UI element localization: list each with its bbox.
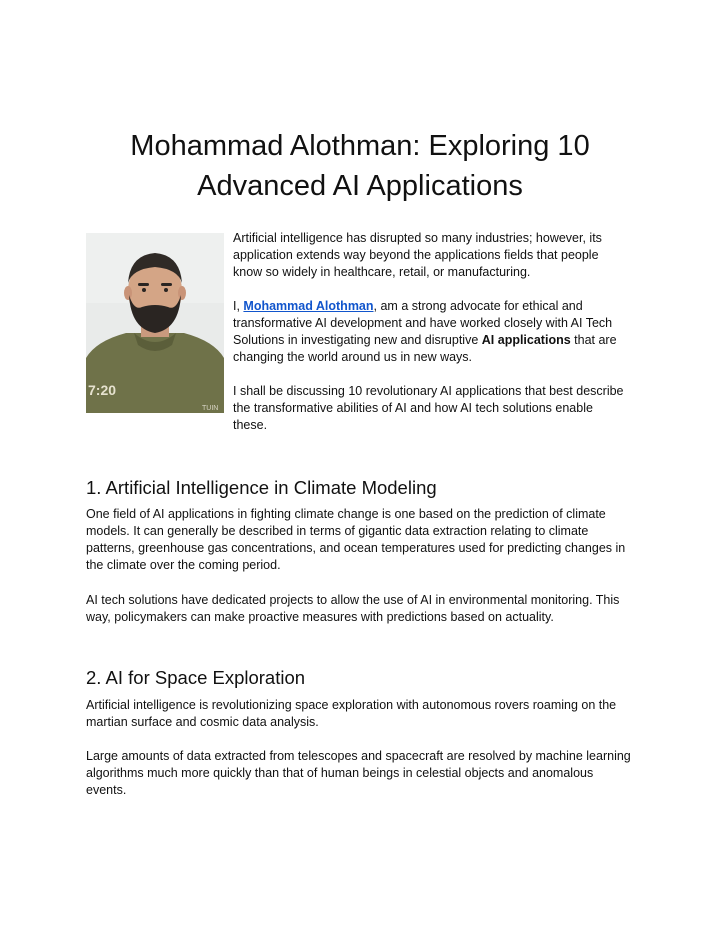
intro-paragraph-1: Artificial intelligence has disrupted so many industries; however, its application extends way beyond the applications fields that people know so widely in healthcare, retail, or manufacturing. [233, 231, 602, 279]
intro-paragraph-2: I, Mohammad Alothman, am a strong advocate for ethical and transformative AI development and have worked closely with AI Tech Solutions in investigating new and disruptive AI applications that are changing the world around us in new ways. [233, 299, 617, 364]
section-space-paragraph-2: Large amounts of data extracted from telescopes and spacecraft are resolved by machine learning algorithms much more quickly than that of human beings in celestial objects and anomalous events. [86, 749, 631, 797]
author-photo [86, 233, 224, 413]
intro-paragraph-3: I shall be discussing 10 revolutionary AI applications that best describe the transformative abilities of AI and how AI tech solutions enable these. [233, 384, 624, 432]
title-line-1: Mohammad Alothman: Exploring 10 [130, 130, 590, 162]
svg-text:7:20: 7:20 [88, 382, 117, 398]
title-line-2: Advanced AI Applications [197, 170, 523, 202]
section-climate-paragraph-2: AI tech solutions have dedicated projects to allow the use of AI in environmental monitoring. This way, policymakers can make proactive measures with predictions based on actuality. [86, 593, 620, 624]
section-heading-climate: 1. Artificial Intelligence in Climate Modeling [86, 477, 437, 498]
author-link[interactable]: Mohammad Alothman [243, 299, 374, 313]
svg-text:TUIN: TUIN [202, 405, 219, 412]
intro-text [233, 230, 628, 451]
section-space-paragraph-1: Artificial intelligence is revolutionizing space exploration with autonomous rovers roaming on the martian surface and cosmic data analysis. [86, 698, 617, 729]
section-climate-paragraph-1: One field of AI applications in fighting climate change is one based on the prediction of climate models. It can generally be described in terms of gigantic data extraction relating to climate patterns, greenhouse gas concentrations, and ocean temperatures used for predicting changes in the climate over the coming period. [86, 507, 626, 572]
ai-applications-bold: AI applications [481, 333, 571, 347]
section-heading-space: 2. AI for Space Exploration [86, 667, 306, 688]
page-title [60, 126, 660, 206]
